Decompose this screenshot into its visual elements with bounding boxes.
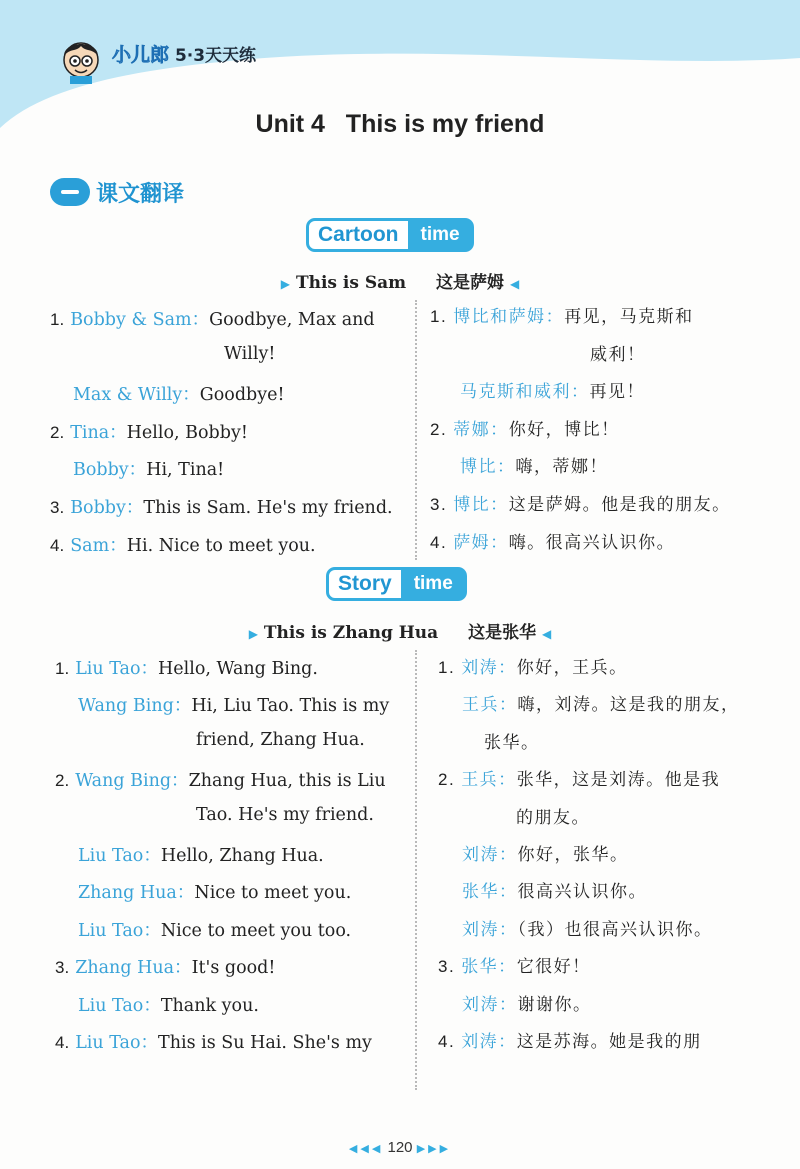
boy-mascot-icon [56, 34, 106, 84]
line-text: （我）也很高兴认识你。 [517, 919, 713, 940]
speaker-name: Max & Willy： [73, 385, 200, 406]
speaker-name: 刘涛： [462, 994, 518, 1015]
speaker-name: Liu Tao： [78, 846, 161, 866]
line-text: Nice to meet you. [194, 883, 352, 904]
speaker-name: 刘涛： [461, 658, 517, 678]
line-text: 谢谢你。 [517, 994, 592, 1015]
dialogue-line [430, 415, 620, 440]
dialogue-line [438, 653, 628, 678]
triangle-right-icon: ▶ [280, 277, 291, 291]
dialogue-line [462, 840, 629, 865]
speaker-name: 刘涛： [461, 1032, 517, 1052]
line-text: 再见！ [589, 382, 645, 403]
line-text: 这是萨姆。他是我的朋友。 [508, 495, 731, 515]
line-text: This is Su Hai. She's my [158, 1033, 372, 1053]
dialogue-line [462, 690, 740, 715]
line-text: Hello, Wang Bing. [158, 659, 318, 679]
cartoon-subtitle-en: This is Sam [295, 273, 407, 293]
line-number: 2. [438, 770, 456, 790]
triangle-right-icon: ▶ [248, 627, 258, 641]
dialogue-line [438, 952, 591, 977]
line-text: 的朋友。 [516, 807, 590, 828]
dialogue-line [78, 842, 324, 867]
dialogue-line [78, 692, 389, 717]
line-text: 它很好！ [516, 957, 591, 978]
brand-logo [112, 40, 256, 67]
speaker-name: 刘涛： [462, 845, 518, 865]
line-text: 嗨。很高兴认识你。 [508, 532, 676, 553]
dialogue-line [73, 456, 224, 481]
line-text: It's good! [191, 958, 276, 979]
dialogue-line [430, 528, 675, 553]
page-number: 120 [387, 1139, 413, 1156]
dialogue-line [484, 728, 540, 753]
dialogue-line [462, 877, 647, 902]
line-number: 3. [55, 958, 70, 978]
line-text: Goodbye! [199, 385, 285, 406]
dialogue-line [462, 915, 713, 940]
line-text: Hi, Tina! [146, 460, 225, 481]
triangle-left-icon: ◀ [509, 277, 520, 291]
speaker-name: 马克斯和威利： [460, 382, 590, 403]
speaker-name: Liu Tao： [75, 1033, 159, 1053]
line-text: Hi. Nice to meet you. [126, 535, 316, 556]
line-text: Zhang Hua, this is Liu [188, 771, 386, 792]
line-text: 再见，马克斯和 [564, 307, 694, 327]
dialogue-line [516, 803, 590, 828]
section-heading [50, 176, 184, 208]
line-text: Willy! [224, 343, 276, 364]
line-number: 3. [438, 957, 456, 977]
line-text: 你好，张华。 [517, 845, 629, 865]
line-text: Hello, Bobby! [126, 422, 248, 443]
brand-name: 小儿郎 [112, 44, 170, 66]
line-text: Hi, Liu Tao. This is my [191, 696, 390, 717]
dialogue-line [196, 730, 365, 750]
dialogue-line [462, 990, 592, 1015]
speaker-name: Liu Tao： [78, 920, 161, 941]
speaker-name: 博比： [453, 495, 509, 515]
story-label: Story [326, 567, 404, 601]
speaker-name: Liu Tao： [78, 995, 161, 1016]
dialogue-line [438, 765, 720, 790]
line-number: 2. [430, 419, 448, 439]
speaker-name: 张华： [462, 882, 518, 903]
line-text: Nice to meet you too. [160, 920, 352, 941]
cartoon-subtitle-cn: 这是萨姆 [436, 273, 505, 293]
cartoon-subtitle [0, 268, 800, 293]
dialogue-line [224, 344, 275, 364]
brand-series: 5·3天天练 [174, 46, 257, 66]
dialogue-line [50, 532, 316, 557]
story-time-ribbon [326, 567, 467, 601]
line-text: 嗨，刘涛。这是我的朋友， [517, 695, 740, 716]
cartoon-time-label: time [411, 218, 474, 252]
speaker-name: Liu Tao： [75, 659, 159, 679]
dialogue-line [196, 805, 374, 825]
speaker-name: Zhang Hua： [78, 883, 195, 904]
speaker-name: Sam： [70, 535, 127, 556]
dialogue-line [430, 490, 731, 515]
line-text: 很高兴认识你。 [517, 882, 647, 903]
line-number: 1. [50, 310, 65, 329]
line-text: friend, Zhang Hua. [196, 729, 365, 750]
speaker-name: 博比： [460, 457, 516, 478]
speaker-name: Wang Bing： [78, 696, 192, 717]
speaker-name: 博比和萨姆： [453, 307, 565, 327]
speaker-name: 蒂娜： [453, 419, 509, 440]
dialogue-line [78, 879, 351, 904]
page-footer [0, 1139, 800, 1156]
line-number: 1. [55, 659, 70, 678]
line-number: 4. [430, 532, 448, 552]
line-number: 2. [55, 771, 70, 791]
line-text: Tao. He's my friend. [196, 804, 374, 825]
line-text: 嗨，蒂娜！ [515, 457, 608, 478]
line-number: 2. [50, 422, 65, 442]
line-text: Goodbye, Max and [209, 310, 375, 330]
cartoon-label: Cartoon [306, 218, 411, 252]
dialogue-line [50, 306, 375, 331]
line-text: Hello, Zhang Hua. [160, 846, 324, 866]
line-number: 1. [438, 658, 456, 677]
dialogue-line [55, 767, 386, 792]
speaker-name: 萨姆： [453, 532, 509, 553]
story-subtitle-cn: 这是张华 [468, 623, 537, 643]
story-subtitle [0, 618, 800, 643]
speaker-name: 刘涛： [462, 919, 518, 940]
dialogue-line [78, 917, 351, 942]
section-marker-icon [50, 178, 90, 206]
triangle-left-icon: ◀ [542, 627, 552, 641]
story-time-label: time [404, 567, 467, 601]
dialogue-line [55, 1029, 372, 1054]
arrows-right-icon: ▶▶▶ [416, 1143, 452, 1155]
line-text: 威利！ [590, 344, 646, 365]
dialogue-line [73, 381, 285, 406]
line-text: 你好，博比！ [508, 419, 620, 440]
line-number: 3. [430, 495, 448, 514]
dialogue-line [590, 340, 646, 365]
story-subtitle-en: This is Zhang Hua [263, 623, 439, 643]
speaker-name: Bobby： [70, 498, 144, 518]
speaker-name: Zhang Hua： [75, 958, 192, 979]
dialogue-line [78, 992, 259, 1017]
speaker-name: Tina： [70, 422, 127, 443]
line-number: 1. [430, 307, 448, 326]
dialogue-line [430, 302, 694, 327]
dialogue-line [55, 954, 275, 979]
unit-title: Unit 4 This is my friend [255, 110, 545, 138]
dialogue-line [55, 655, 318, 680]
speaker-name: Wang Bing： [75, 771, 189, 792]
line-text: 你好，王兵。 [516, 658, 628, 678]
line-text: 张华，这是刘涛。他是我 [516, 770, 721, 791]
dialogue-line [50, 494, 393, 519]
speaker-name: 王兵： [462, 695, 518, 716]
speaker-name: 王兵： [461, 770, 517, 791]
dialogue-line [438, 1027, 702, 1052]
column-divider [415, 650, 417, 1090]
line-number: 3. [50, 498, 65, 517]
line-number: 4. [50, 535, 65, 555]
column-divider [415, 300, 417, 560]
line-number: 4. [438, 1032, 456, 1051]
line-text: This is Sam. He's my friend. [143, 498, 393, 518]
line-text: Thank you. [160, 995, 259, 1016]
dialogue-line [50, 419, 248, 444]
arrows-left-icon: ◀◀◀ [348, 1143, 384, 1155]
cartoon-time-ribbon [306, 218, 474, 252]
line-number: 4. [55, 1033, 70, 1052]
speaker-name: Bobby & Sam： [70, 310, 210, 330]
line-text: 这是苏海。她是我的朋 [516, 1032, 702, 1052]
speaker-name: Bobby： [73, 460, 147, 481]
dialogue-line [460, 452, 608, 477]
dialogue-line [460, 377, 645, 402]
speaker-name: 张华： [461, 957, 517, 978]
section-heading-text: 课文翻译 [96, 181, 185, 207]
line-text: 张华。 [484, 732, 540, 753]
